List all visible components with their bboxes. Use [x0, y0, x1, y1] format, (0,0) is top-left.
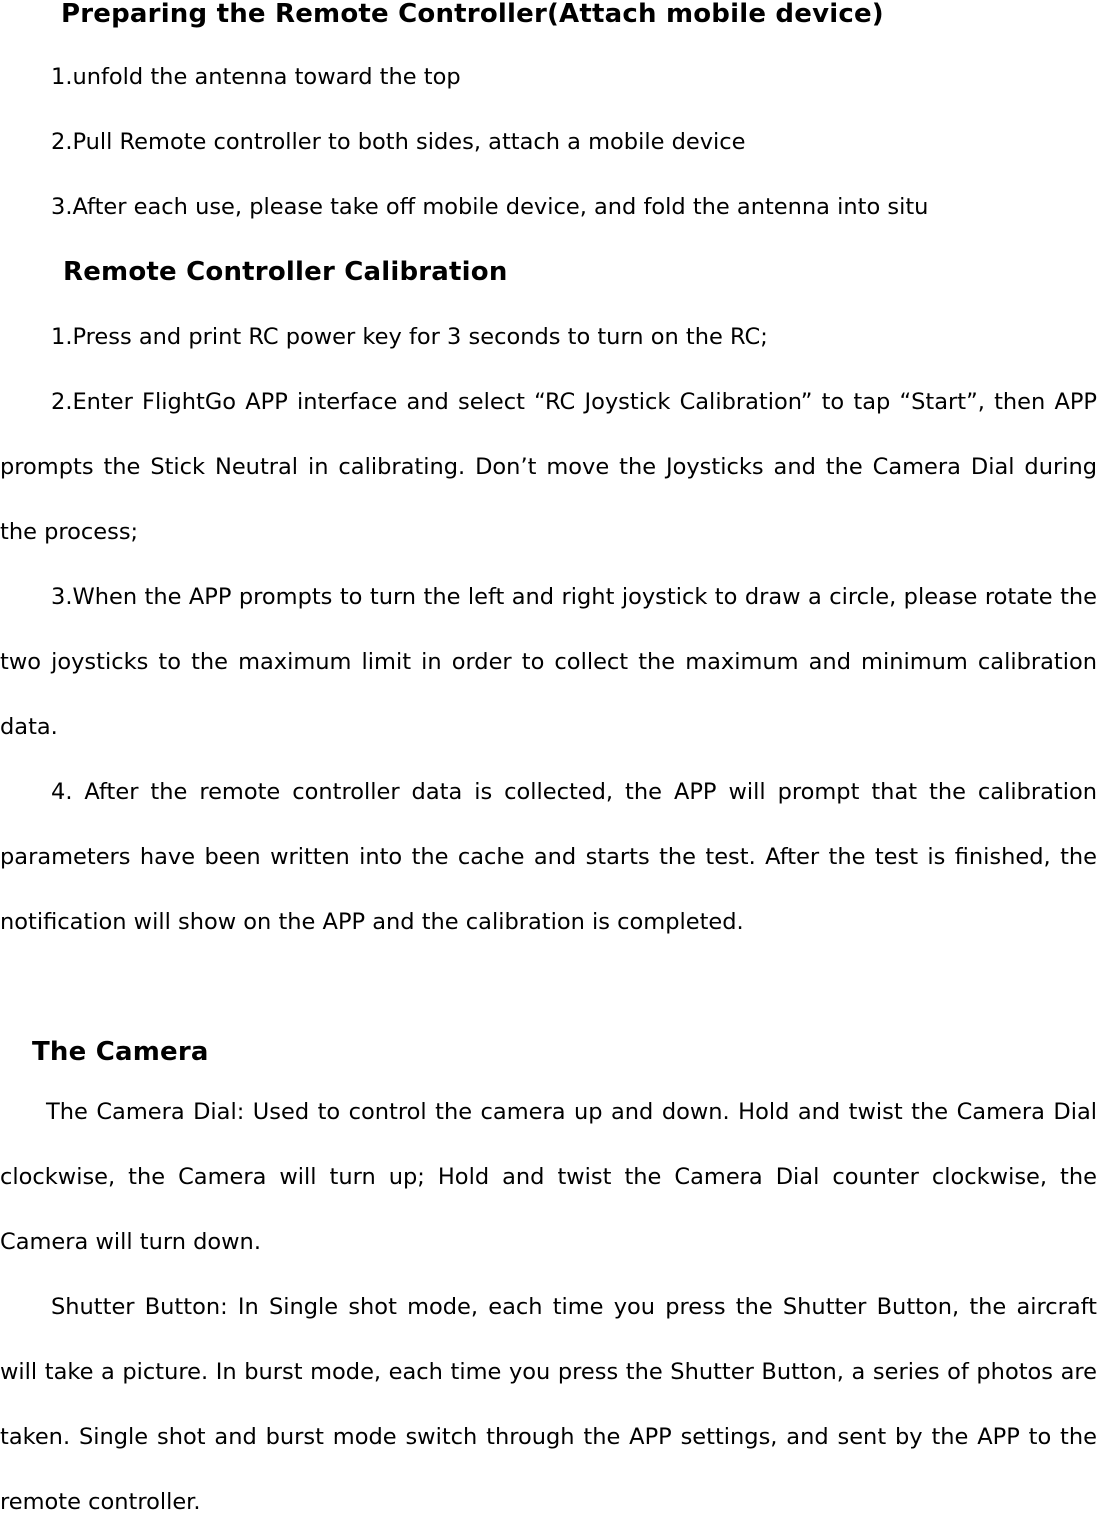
- section-title-rc-calibration: Remote Controller Calibration: [63, 257, 508, 287]
- calibration-step-1: 1.Press and print RC power key for 3 seconds to turn on the RC;: [51, 324, 768, 350]
- calibration-step-3: 3.When the APP prompts to turn the left and right joystick to draw a circle, please rotate the two joysticks to the maximum limit in order to collect the maximum and minimum calibration data.: [0, 584, 1097, 740]
- prepare-step-1: 1.unfold the antenna toward the top: [51, 64, 461, 90]
- prepare-step-2: 2.Pull Remote controller to both sides, attach a mobile device: [51, 129, 746, 155]
- section-title-camera: The Camera: [32, 1037, 209, 1067]
- camera-dial-paragraph: The Camera Dial: Used to control the camera up and down. Hold and twist the Camera Dial clockwise, the Camera will turn up; Hold and twist the Camera Dial counter clockwise, the Camera will turn down.: [0, 1099, 1097, 1255]
- prepare-step-3: 3.After each use, please take off mobile device, and fold the antenna into situ: [51, 194, 929, 220]
- section-title-prepare-remote-controller: Preparing the Remote Controller(Attach mobile device): [61, 0, 884, 29]
- calibration-step-2: 2.Enter FlightGo APP interface and select “RC Joystick Calibration” to tap “Start”, then APP prompts the Stick Neutral in calibrating. Don’t move the Joysticks and the Camera Dial during the process;: [0, 389, 1097, 545]
- shutter-button-paragraph: Shutter Button: In Single shot mode, each time you press the Shutter Button, the aircraft will take a picture. In burst mode, each time you press the Shutter Button, a series of photos are taken. Single shot and burst mode switch through the APP settings, and sent by the APP to the remote controller.: [0, 1294, 1097, 1515]
- calibration-step-4: 4. After the remote controller data is collected, the APP will prompt that the calibration parameters have been written into the cache and starts the test. After the test is finished, the notification will show on the APP and the calibration is completed.: [0, 779, 1097, 935]
